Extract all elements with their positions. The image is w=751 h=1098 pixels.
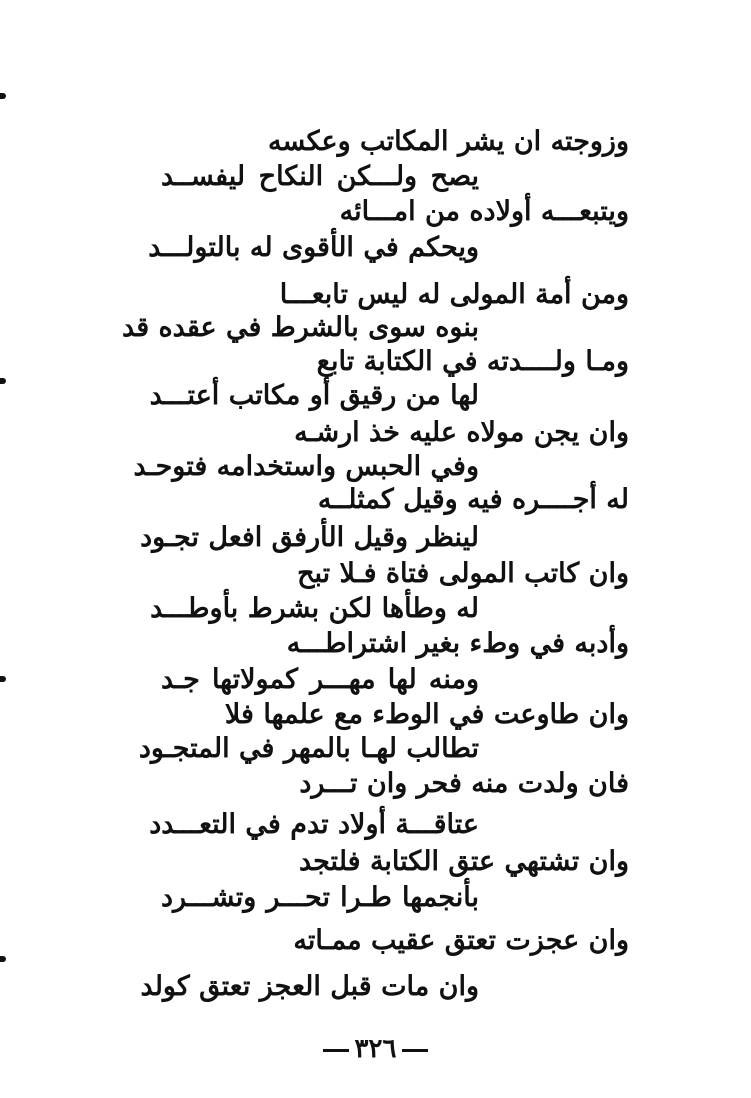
verse-second-hemistich: ويحكم في الأقوى له بالتولـــد bbox=[148, 232, 479, 263]
page-number-value: ٣٢٦ bbox=[354, 1034, 397, 1064]
verse-first-hemistich: له أجــــره فيه وقيل كمثلــه bbox=[317, 484, 629, 515]
verse-first-hemistich: ويتبعـــه أولاده من امـــائه bbox=[339, 196, 629, 227]
verse-second-hemistich: عتاقـــة أولاد تدم في التعـــدد bbox=[149, 809, 479, 840]
verse-second-hemistich: وان مات قبل العجز تعتق كولد bbox=[140, 971, 479, 1002]
verse-second-hemistich: يصح ولـــكن النكاح ليفســد bbox=[161, 161, 479, 192]
verse-first-hemistich: ومـا ولــــدته في الكتابة تابع bbox=[316, 346, 629, 377]
verse-first-hemistich: ومن أمة المولى له ليس تابعـــا bbox=[279, 279, 629, 310]
margin-mark bbox=[0, 676, 6, 682]
verse-second-hemistich: لها من رقيق أو مكاتب أعتـــد bbox=[149, 380, 479, 411]
verse-second-hemistich: بنوه سوى بالشرط في عقده قد bbox=[122, 312, 479, 343]
verse-second-hemistich: تطالب لهـا بالمهر في المتجـود bbox=[138, 733, 479, 764]
margin-mark bbox=[0, 378, 6, 384]
margin-mark bbox=[0, 956, 6, 962]
verse-first-hemistich: وان عجزت تعتق عقيب ممـاته bbox=[293, 925, 629, 956]
page-number-dash bbox=[402, 1049, 428, 1052]
verse-second-hemistich: وفي الحبس واستخدامه فتوحـد bbox=[133, 451, 479, 482]
verse-first-hemistich: فان ولدت منه فحر وان تـــرد bbox=[299, 768, 629, 799]
verse-second-hemistich: بأنجمها طـرا تحـــر وتشـــرد bbox=[161, 882, 479, 913]
verse-second-hemistich: لينظر وقيل الأرفق افعل تجـود bbox=[140, 522, 479, 553]
verse-first-hemistich: وأدبه في وطء بغير اشتراطـــه bbox=[286, 628, 629, 659]
verse-second-hemistich: ومنه لها مهـــر كمولاتها جـد bbox=[161, 664, 479, 695]
verse-first-hemistich: وان يجن مولاه عليه خذ ارشـه bbox=[294, 417, 629, 448]
verse-second-hemistich: له وطأها لكن بشرط بأوطـــد bbox=[150, 593, 479, 624]
verse-first-hemistich: وان كاتب المولى فتاة فـلا تبح bbox=[297, 558, 629, 589]
verse-first-hemistich: وان طاوعت في الوطء مع علمها فلا bbox=[224, 699, 629, 730]
margin-mark bbox=[0, 93, 6, 99]
page-number-dash bbox=[323, 1049, 349, 1052]
verse-first-hemistich: وزوجته ان يشر المكاتب وعكسه bbox=[268, 126, 629, 157]
verse-first-hemistich: وان تشتهي عتق الكتابة فلتجد bbox=[298, 846, 629, 877]
page-number bbox=[0, 1034, 751, 1064]
